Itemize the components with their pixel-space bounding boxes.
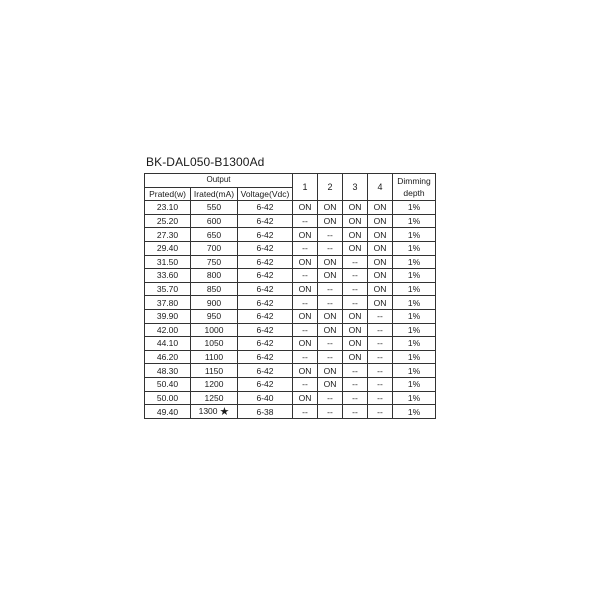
dimming-depth-header (393, 174, 436, 201)
channel-2-cell: -- (318, 405, 343, 419)
voltage-cell: 6-42 (238, 201, 293, 215)
irated-value: 600 (206, 216, 222, 227)
prated-header: Prated(w) (145, 187, 191, 201)
channel-4-cell: -- (368, 350, 393, 364)
dimming-cell: 1% (393, 364, 436, 378)
channel-2-cell: -- (318, 241, 343, 255)
voltage-cell: 6-38 (238, 405, 293, 419)
channel-3-cell: -- (343, 391, 368, 405)
voltage-header: Voltage(Vdc) (238, 187, 293, 201)
channel-1-cell: -- (293, 323, 318, 337)
channel-1-cell: -- (293, 269, 318, 283)
table-row (145, 309, 436, 323)
voltage-cell: 6-42 (238, 214, 293, 228)
table-row (145, 228, 436, 242)
channel-4-cell: -- (368, 337, 393, 351)
channel-4-cell: -- (368, 323, 393, 337)
irated-cell (191, 228, 238, 242)
irated-value: 1250 (204, 392, 224, 403)
channel-1-cell: ON (293, 282, 318, 296)
prated-cell: 37.80 (145, 296, 191, 310)
channel-3-cell: -- (343, 255, 368, 269)
channel-3-cell: ON (343, 214, 368, 228)
channel-4-cell: -- (368, 391, 393, 405)
channel-4-cell: ON (368, 201, 393, 215)
channel-1-cell: ON (293, 364, 318, 378)
irated-value: 1200 (204, 379, 224, 390)
channel-3-cell: -- (343, 269, 368, 283)
channel-2-cell: ON (318, 364, 343, 378)
table-row (145, 214, 436, 228)
voltage-cell: 6-42 (238, 269, 293, 283)
irated-cell (191, 309, 238, 323)
voltage-cell: 6-42 (238, 296, 293, 310)
table-row (145, 282, 436, 296)
channel-4-cell: ON (368, 269, 393, 283)
channel-2-cell: ON (318, 269, 343, 283)
channel-2-cell: -- (318, 337, 343, 351)
voltage-cell: 6-42 (238, 337, 293, 351)
irated-cell (191, 296, 238, 310)
voltage-cell: 6-42 (238, 241, 293, 255)
channel-1-cell: ON (293, 391, 318, 405)
irated-cell (191, 269, 238, 283)
table-row (145, 337, 436, 351)
table-row (145, 377, 436, 391)
dimming-header-line1: Dimming (397, 176, 431, 187)
channel-1-cell: ON (293, 309, 318, 323)
prated-cell: 33.60 (145, 269, 191, 283)
irated-cell (191, 241, 238, 255)
prated-cell: 50.00 (145, 391, 191, 405)
dimming-cell: 1% (393, 296, 436, 310)
prated-cell: 50.40 (145, 377, 191, 391)
channel-2-cell: ON (318, 323, 343, 337)
prated-cell: 39.90 (145, 309, 191, 323)
prated-cell: 44.10 (145, 337, 191, 351)
channel-1-cell: -- (293, 350, 318, 364)
channel-1-cell: ON (293, 228, 318, 242)
channel-3-cell: ON (343, 201, 368, 215)
channel-2-cell: -- (318, 350, 343, 364)
channel-2-cell: -- (318, 282, 343, 296)
channel-2-header: 2 (318, 174, 343, 201)
voltage-cell: 6-42 (238, 255, 293, 269)
table-row (145, 323, 436, 337)
channel-4-cell: ON (368, 282, 393, 296)
channel-2-cell: -- (318, 296, 343, 310)
channel-1-cell: ON (293, 255, 318, 269)
channel-4-cell: ON (368, 255, 393, 269)
voltage-cell: 6-40 (238, 391, 293, 405)
dimming-cell: 1% (393, 337, 436, 351)
irated-value: 1150 (204, 365, 224, 376)
channel-4-cell: -- (368, 364, 393, 378)
irated-value: 700 (206, 243, 222, 254)
output-group-header: Output (145, 174, 293, 188)
channel-1-cell: ON (293, 337, 318, 351)
irated-cell (191, 391, 238, 405)
irated-cell (191, 282, 238, 296)
table-row (145, 296, 436, 310)
dimming-cell: 1% (393, 377, 436, 391)
prated-cell: 23.10 (145, 201, 191, 215)
irated-cell (191, 255, 238, 269)
channel-1-cell: -- (293, 296, 318, 310)
table-row (145, 201, 436, 215)
table-row (145, 405, 436, 419)
spec-table (144, 173, 436, 419)
irated-header: Irated(mA) (191, 187, 238, 201)
channel-2-cell: ON (318, 377, 343, 391)
channel-4-cell: ON (368, 241, 393, 255)
irated-cell (191, 364, 238, 378)
prated-cell: 48.30 (145, 364, 191, 378)
channel-3-cell: ON (343, 309, 368, 323)
dimming-cell: 1% (393, 391, 436, 405)
channel-2-cell: ON (318, 214, 343, 228)
channel-3-cell: ON (343, 228, 368, 242)
channel-1-cell: -- (293, 405, 318, 419)
dimming-cell: 1% (393, 214, 436, 228)
irated-cell (191, 405, 238, 419)
table-row (145, 241, 436, 255)
channel-2-cell: ON (318, 309, 343, 323)
dimming-cell: 1% (393, 201, 436, 215)
table-row (145, 364, 436, 378)
channel-4-cell: -- (368, 309, 393, 323)
irated-cell (191, 350, 238, 364)
channel-3-header: 3 (343, 174, 368, 201)
channel-4-cell: -- (368, 377, 393, 391)
dimming-cell: 1% (393, 282, 436, 296)
voltage-cell: 6-42 (238, 350, 293, 364)
irated-cell (191, 337, 238, 351)
channel-3-cell: -- (343, 405, 368, 419)
document-title: BK-DAL050-B1300Ad (146, 155, 265, 169)
dimming-cell: 1% (393, 309, 436, 323)
channel-3-cell: -- (343, 296, 368, 310)
voltage-cell: 6-42 (238, 364, 293, 378)
dimming-cell: 1% (393, 323, 436, 337)
channel-1-cell: ON (293, 201, 318, 215)
irated-value: 750 (206, 256, 222, 267)
irated-value: 1050 (204, 338, 224, 349)
prated-cell: 29.40 (145, 241, 191, 255)
channel-3-cell: ON (343, 323, 368, 337)
dimming-cell: 1% (393, 228, 436, 242)
channel-4-cell: ON (368, 214, 393, 228)
irated-cell (191, 201, 238, 215)
voltage-cell: 6-42 (238, 377, 293, 391)
prated-cell: 46.20 (145, 350, 191, 364)
channel-3-cell: -- (343, 377, 368, 391)
prated-cell: 35.70 (145, 282, 191, 296)
prated-cell: 49.40 (145, 405, 191, 419)
irated-value: 800 (206, 270, 222, 281)
dimming-cell: 1% (393, 350, 436, 364)
irated-cell (191, 377, 238, 391)
table-header (145, 174, 436, 201)
channel-4-cell: ON (368, 228, 393, 242)
prated-cell: 31.50 (145, 255, 191, 269)
channel-3-cell: -- (343, 364, 368, 378)
voltage-cell: 6-42 (238, 309, 293, 323)
dimming-cell: 1% (393, 405, 436, 419)
irated-value: 850 (206, 284, 222, 295)
irated-value: 1300 (198, 406, 218, 417)
channel-4-header: 4 (368, 174, 393, 201)
table-row (145, 350, 436, 364)
prated-cell: 42.00 (145, 323, 191, 337)
voltage-cell: 6-42 (238, 228, 293, 242)
irated-value: 550 (206, 202, 222, 213)
channel-1-cell: -- (293, 214, 318, 228)
channel-3-cell: ON (343, 337, 368, 351)
table-row (145, 269, 436, 283)
dimming-cell: 1% (393, 269, 436, 283)
prated-cell: 27.30 (145, 228, 191, 242)
channel-2-cell: -- (318, 391, 343, 405)
irated-value: 950 (206, 311, 222, 322)
table-row (145, 255, 436, 269)
channel-2-cell: -- (318, 228, 343, 242)
channel-1-cell: -- (293, 377, 318, 391)
channel-2-cell: ON (318, 201, 343, 215)
channel-4-cell: -- (368, 405, 393, 419)
voltage-cell: 6-42 (238, 282, 293, 296)
channel-1-cell: -- (293, 241, 318, 255)
irated-cell (191, 214, 238, 228)
voltage-cell: 6-42 (238, 323, 293, 337)
prated-cell: 25.20 (145, 214, 191, 228)
dimming-cell: 1% (393, 241, 436, 255)
channel-4-cell: ON (368, 296, 393, 310)
channel-3-cell: ON (343, 241, 368, 255)
irated-value: 650 (206, 229, 222, 240)
channel-2-cell: ON (318, 255, 343, 269)
table-row (145, 391, 436, 405)
channel-1-header: 1 (293, 174, 318, 201)
dimming-header-line2: depth (403, 188, 425, 199)
dimming-cell: 1% (393, 255, 436, 269)
table-body (145, 201, 436, 419)
channel-3-cell: ON (343, 350, 368, 364)
channel-3-cell: -- (343, 282, 368, 296)
irated-value: 900 (206, 297, 222, 308)
irated-cell (191, 323, 238, 337)
irated-value: 1000 (204, 324, 224, 335)
irated-value: 1100 (204, 352, 224, 363)
star-icon: ★ (219, 406, 230, 419)
